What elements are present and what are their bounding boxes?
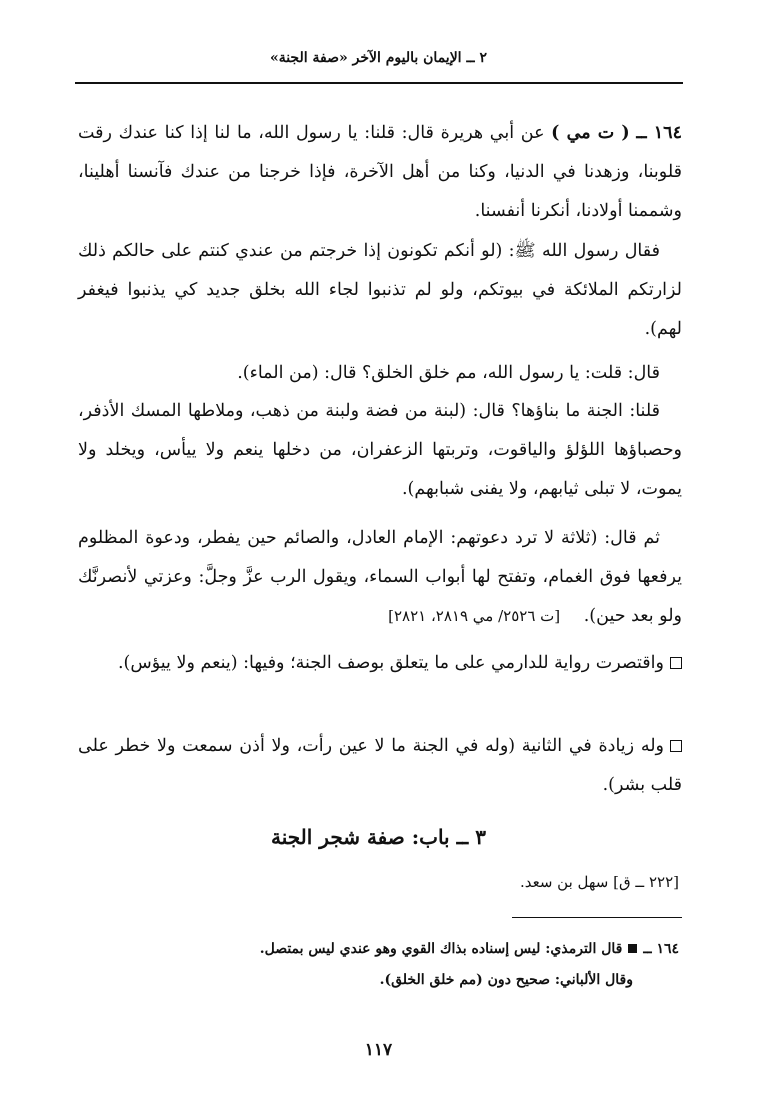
next-hadith-reference [520,870,679,894]
hadith-paragraph-3 [78,354,682,393]
hadith-paragraph-2 [78,232,682,350]
hadith-paragraph-1 [78,114,682,232]
footnote-line-2 [150,966,679,994]
hadith-note-2 [78,727,682,805]
hadith-citation: [ت ٢٥٢٦/ مي ٢٨١٩، ٢٨٢١] [388,607,561,626]
hadith-text-4: قلنا: الجنة ما بناؤها؟ قال: (لبنة من فضة ولبنة من ذهب، وملاطها المسك الأذفر، وحصباؤها اللؤلؤ والياقوت، وتربتها الزعفران، من دخلها ينعم ولا ييأس، ويخلد ولا يموت، لا تبلى ثيابهم، ولا يفنى شبابهم). [78,401,682,500]
hadith-paragraph-4 [78,392,682,510]
footnote-text-1: قال الترمذي: ليس إسناده بذاك القوي وهو عندي ليس بمتصل. [259,941,623,957]
square-bullet-icon [670,657,682,669]
hadith-text-2: فقال رسول الله ﷺ: (لو أنكم تكونون إذا خرجتم من عندي كنتم على حالكم ذلك لزارتكم الملائكة في بيوتكم، ولو لم تذنبوا لجاء الله بخلق جديد كي يذنبوا فيغفر لهم). [78,241,682,340]
footnote-bullet-icon [628,944,637,953]
hadith-number: ١٦٤ ــ [636,123,682,143]
footnote-text-2: وقال الألباني: صحيح دون (مم خلق الخلق). [379,972,633,988]
square-bullet-icon [670,740,682,752]
note-2-text: وله زيادة في الثانية (وله في الجنة ما لا عين رأت، ولا أذن سمعت ولا خطر على قلب بشر). [78,736,682,796]
running-header: ٢ ــ الإيمان باليوم الآخر «صفة الجنة» [269,50,488,66]
footnote-number: ١٦٤ ــ [643,941,679,957]
next-hadith-narrator: سهل بن سعد. [519,873,609,891]
footnote-line-1 [150,935,679,963]
hadith-text-1: عن أبي هريرة قال: قلنا: يا رسول الله، ما لنا إذا كنا عندك رقت قلوبنا، وزهدنا في الدنيا، وكنا من أهل الآخرة، فإذا خرجنا من عندك فآنسنا أهلينا، وشممنا أولادنا، أنكرنا أنفسنا. [78,123,682,222]
header-rule [75,82,683,84]
footnote-rule [512,917,682,918]
hadith-paragraph-5 [78,519,682,637]
hadith-source: ( ت مي ) [551,123,630,143]
hadith-text-3: قال: قلت: يا رسول الله، مم خلق الخلق؟ قال: (من الماء). [237,363,660,383]
next-hadith-number: [٢٢٢ ــ ق] [613,873,679,891]
hadith-note-1 [78,644,682,683]
note-1-text: واقتصرت رواية للدارمي على ما يتعلق بوصف الجنة؛ وفيها: (ينعم ولا ييؤس). [117,653,664,673]
chapter-title: ٣ ــ باب: صفة شجر الجنة [271,825,486,849]
page-number: ١١٧ [364,1040,393,1060]
hadith-text-5: ثم قال: (ثلاثة لا ترد دعوتهم: الإمام العادل، والصائم حين يفطر، ودعوة المظلوم يرفعها فوق الغمام، وتفتح لها أبواب السماء، ويقول الرب عزَّ وجلَّ: وعزتي لأنصرنَّك ولو بعد حين). [78,528,682,627]
